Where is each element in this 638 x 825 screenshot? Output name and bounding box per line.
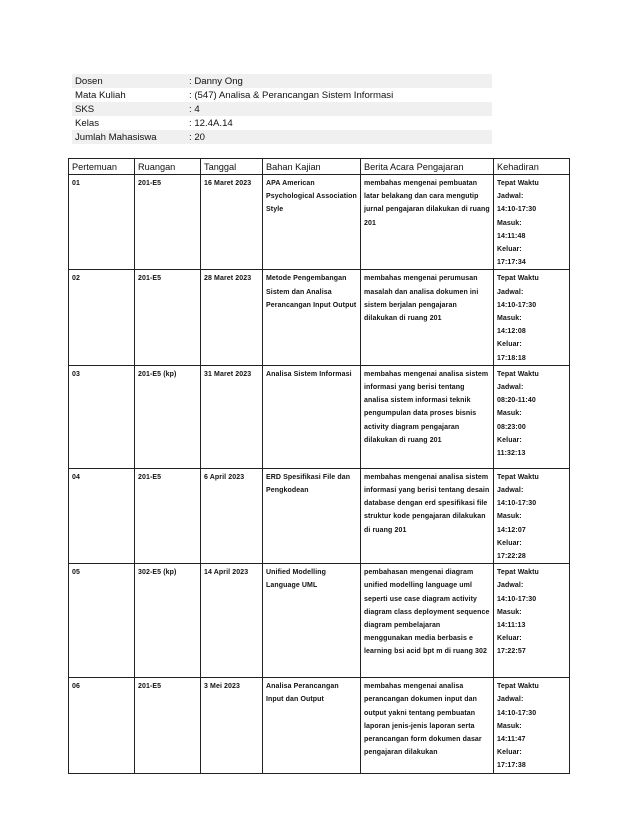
cell-ruangan-text: 201-E5 (kp): [138, 370, 177, 378]
cell-tanggal-text: 3 Mei 2023: [204, 683, 241, 691]
kehadiran-line: Keluar:: [497, 436, 522, 444]
kehadiran-line: 08:20-11:40: [497, 397, 536, 405]
kehadiran-line: Jadwal:: [497, 384, 524, 392]
cell-bahan-kajian-text: Unified Modelling Language UML: [266, 569, 327, 590]
kehadiran-line: 11:32:13: [497, 450, 526, 458]
cell-berita-acara: [361, 564, 494, 678]
kehadiran-line: 14:12:08: [497, 328, 526, 336]
header-ruangan: Ruangan: [135, 159, 201, 175]
info-row: [72, 74, 492, 88]
info-value: : 12.4A.14: [189, 117, 233, 129]
kehadiran-line: 17:17:38: [497, 762, 526, 770]
cell-berita-acara-text: pembahasan mengenai diagram unified modelling language uml seperti use case diagram activity diagram class deployment sequence diagram pembelajaran menggunakan media berbasis e learning bsi acid bpt m di ruang 302: [364, 569, 490, 656]
cell-berita-acara: [361, 678, 494, 773]
cell-pertemuan-text: 02: [72, 275, 80, 283]
kehadiran-line: Keluar:: [497, 635, 522, 643]
table-header-row: [69, 159, 570, 175]
cell-berita-acara: [361, 270, 494, 365]
kehadiran-line: Tepat Waktu: [497, 683, 539, 691]
table-row: [69, 468, 570, 563]
kehadiran-line: 17:22:28: [497, 553, 526, 561]
cell-bahan-kajian-text: APA American Psychological Association Style: [266, 180, 357, 214]
cell-kehadiran: [494, 564, 570, 678]
kehadiran-line: Masuk:: [497, 315, 522, 323]
cell-tanggal: [201, 564, 263, 678]
cell-ruangan: [135, 468, 201, 563]
kehadiran-line: Keluar:: [497, 539, 522, 547]
cell-berita-acara-text: membahas mengenai analisa sistem informasi yang berisi tentang desain database dengan erd spesifikasi file struktur kode pengajaran dilakukan di ruang 201: [364, 473, 490, 534]
cell-tanggal-text: 6 April 2023: [204, 473, 245, 481]
cell-ruangan-text: 201-E5: [138, 275, 162, 283]
info-row: [72, 102, 492, 116]
cell-berita-acara-text: membahas mengenai analisa sistem informasi yang berisi tentang analisa sistem informasi teknik pengumpulan data proses bisnis activity diagram pengajaran dilakukan di ruang 201: [364, 370, 489, 444]
kehadiran-line: 17:22:57: [497, 648, 526, 656]
cell-pertemuan: [69, 175, 135, 270]
header-bahan-kajian: Bahan Kajian: [263, 159, 361, 175]
info-row: [72, 130, 492, 144]
kehadiran-line: 14:10-17:30: [497, 301, 537, 309]
cell-bahan-kajian-text: Metode Pengembangan Sistem dan Analisa Perancangan Input Output: [266, 275, 357, 309]
kehadiran-line: Keluar:: [497, 341, 522, 349]
cell-berita-acara-text: membahas mengenai perumusan masalah dan analisa dokumen ini sistem berjalan pengajaran dilakukan di ruang 201: [364, 275, 479, 323]
info-label: SKS: [72, 102, 186, 116]
kehadiran-line: 14:11:48: [497, 232, 526, 240]
cell-tanggal-text: 31 Maret 2023: [204, 370, 252, 378]
cell-bahan-kajian-text: Analisa Perancangan Input dan Output: [266, 683, 339, 704]
cell-tanggal: [201, 365, 263, 468]
table-row: [69, 175, 570, 270]
kehadiran-line: Keluar:: [497, 749, 522, 757]
cell-bahan-kajian: [263, 365, 361, 468]
cell-tanggal-text: 16 Maret 2023: [204, 180, 252, 187]
cell-bahan-kajian: [263, 270, 361, 365]
cell-tanggal: [201, 175, 263, 270]
info-row: [72, 88, 492, 102]
kehadiran-line: Masuk:: [497, 722, 522, 730]
kehadiran-line: 17:18:18: [497, 354, 526, 362]
kehadiran-line: Tepat Waktu: [497, 180, 539, 187]
kehadiran-line: Jadwal:: [497, 487, 524, 495]
kehadiran-line: Masuk:: [497, 219, 522, 227]
cell-ruangan-text: 302-E5 (kp): [138, 569, 177, 577]
cell-berita-acara-text: membahas mengenai pembuatan latar belakang dan cara mengutip jurnal pengajaran dilakukan di ruang 201: [364, 180, 490, 227]
kehadiran-line: 14:11:47: [497, 736, 526, 744]
kehadiran-line: 14:10-17:30: [497, 500, 537, 508]
cell-ruangan-text: 201-E5: [138, 473, 162, 481]
cell-ruangan: [135, 365, 201, 468]
cell-pertemuan: [69, 270, 135, 365]
cell-kehadiran: [494, 175, 570, 270]
cell-tanggal-text: 14 April 2023: [204, 569, 249, 577]
header-berita-acara: Berita Acara Pengajaran: [361, 159, 494, 175]
kehadiran-line: 08:23:00: [497, 423, 526, 431]
kehadiran-line: Masuk:: [497, 410, 522, 418]
cell-pertemuan-text: 05: [72, 569, 80, 577]
table-row: [69, 365, 570, 468]
cell-berita-acara: [361, 468, 494, 563]
table-row: [69, 270, 570, 365]
info-label: Mata Kuliah: [75, 89, 126, 101]
cell-ruangan: [135, 564, 201, 678]
kehadiran-line: Tepat Waktu: [497, 569, 539, 577]
attendance-table: [68, 158, 570, 774]
cell-pertemuan: [69, 678, 135, 773]
cell-bahan-kajian: [263, 564, 361, 678]
kehadiran-line: 14:12:07: [497, 526, 526, 534]
cell-pertemuan-text: 01: [72, 180, 80, 187]
header-kehadiran: Kehadiran: [494, 159, 570, 175]
info-value: : 20: [186, 130, 492, 144]
cell-bahan-kajian: [263, 468, 361, 563]
kehadiran-line: Tepat Waktu: [497, 473, 539, 481]
table-row: [69, 678, 570, 773]
cell-tanggal: [201, 468, 263, 563]
cell-pertemuan-text: 03: [72, 370, 80, 378]
kehadiran-line: Keluar:: [497, 246, 522, 254]
info-label: Kelas: [75, 117, 99, 129]
cell-berita-acara: [361, 365, 494, 468]
info-value: : Danny Ong: [186, 74, 492, 88]
cell-pertemuan: [69, 564, 135, 678]
kehadiran-line: Jadwal:: [497, 582, 524, 590]
cell-pertemuan-text: 06: [72, 683, 80, 691]
kehadiran-line: Masuk:: [497, 513, 522, 521]
header-tanggal: Tanggal: [201, 159, 263, 175]
table-row: [69, 564, 570, 678]
kehadiran-line: 14:11:13: [497, 622, 526, 630]
cell-tanggal: [201, 678, 263, 773]
cell-kehadiran: [494, 365, 570, 468]
cell-ruangan: [135, 175, 201, 270]
header-pertemuan: Pertemuan: [69, 159, 135, 175]
info-label: Jumlah Mahasiswa: [72, 130, 186, 144]
cell-kehadiran: [494, 270, 570, 365]
kehadiran-line: 17:17:34: [497, 259, 526, 267]
cell-kehadiran: [494, 678, 570, 773]
cell-pertemuan: [69, 468, 135, 563]
kehadiran-line: 14:10-17:30: [497, 206, 537, 214]
cell-ruangan: [135, 270, 201, 365]
cell-ruangan: [135, 678, 201, 773]
info-label: Dosen: [72, 74, 186, 88]
cell-ruangan-text: 201-E5: [138, 683, 162, 691]
info-value: : 4: [186, 102, 492, 116]
kehadiran-line: Jadwal:: [497, 288, 524, 296]
cell-bahan-kajian-text: Analisa Sistem Informasi: [266, 370, 352, 378]
cell-berita-acara: [361, 175, 494, 270]
course-info: [72, 74, 492, 144]
info-value: : (547) Analisa & Perancangan Sistem Informasi: [189, 89, 394, 101]
cell-bahan-kajian-text: ERD Spesifikasi File dan Pengkodean: [266, 473, 351, 495]
cell-kehadiran: [494, 468, 570, 563]
kehadiran-line: Jadwal:: [497, 193, 524, 201]
cell-pertemuan: [69, 365, 135, 468]
kehadiran-line: Jadwal:: [497, 696, 524, 704]
cell-ruangan-text: 201-E5: [138, 180, 162, 187]
kehadiran-line: 14:10-17:30: [497, 709, 537, 717]
cell-bahan-kajian: [263, 678, 361, 773]
cell-berita-acara-text: membahas mengenai analisa perancangan dokumen input dan output yakni tentang pembuatan laporan jenis-jenis laporan serta perancangan form dokumen dasar pengajaran dilakukan: [364, 683, 482, 757]
cell-tanggal: [201, 270, 263, 365]
cell-tanggal-text: 28 Maret 2023: [204, 275, 252, 283]
kehadiran-line: 14:10-17:30: [497, 595, 537, 603]
kehadiran-line: Masuk:: [497, 608, 522, 616]
kehadiran-line: Tepat Waktu: [497, 370, 539, 378]
cell-pertemuan-text: 04: [72, 473, 80, 481]
kehadiran-line: Tepat Waktu: [497, 275, 539, 283]
info-row: [72, 116, 492, 130]
cell-bahan-kajian: [263, 175, 361, 270]
